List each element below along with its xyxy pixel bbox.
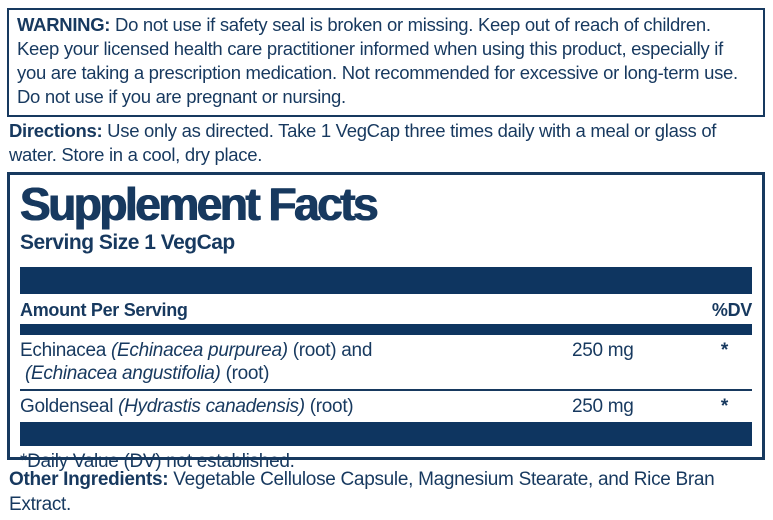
warning-box xyxy=(7,8,765,117)
supplement-facts-panel xyxy=(7,172,765,472)
ingredient-dv: * xyxy=(720,396,728,417)
name-segment: Echinacea xyxy=(20,340,112,361)
directions-text: Use only as directed. Take 1 VegCap three times daily with a meal or glass of water. Store in a cool, dry place. xyxy=(9,120,717,165)
other-ingredients-label: Other Ingredients: xyxy=(9,469,169,490)
ingredient-name-line2 xyxy=(20,362,572,385)
warning-text: Do not use if safety seal is broken or missing. Keep out of reach of children. Keep your licensed health care practitioner informed when using this product, especially if you are taking a prescription medication. Not recommended for excessive or long-term use. Do not use if you are pregnant or nursing. xyxy=(17,14,738,107)
percent-dv-label: %DV xyxy=(711,300,752,320)
ingredient-name-line1 xyxy=(20,395,572,418)
ingredient-amount: 250 mg xyxy=(572,340,634,361)
ingredient-dv: * xyxy=(720,340,728,361)
ingredient-name xyxy=(20,339,572,385)
ingredient-row-goldenseal xyxy=(20,391,752,422)
separator-bar-top xyxy=(20,267,752,294)
amount-per-serving-label: Amount Per Serving xyxy=(20,300,188,320)
serving-size: Serving Size 1 VegCap xyxy=(20,231,235,254)
ingredient-amount: 250 mg xyxy=(572,396,634,417)
ingredient-name-line1 xyxy=(20,339,572,362)
directions-paragraph xyxy=(9,119,765,167)
directions-label: Directions: xyxy=(9,120,103,141)
supplement-facts-title: Supplement Facts xyxy=(20,178,377,230)
other-ingredients-paragraph xyxy=(9,467,765,517)
name-segment: (root) xyxy=(220,363,270,384)
ingredient-name xyxy=(20,395,572,418)
dv-footnote: *Daily Value (DV) not established. xyxy=(20,451,295,472)
separator-bar-header xyxy=(20,324,752,335)
separator-bar-bottom xyxy=(20,422,752,446)
latin-name-segment: (Echinacea purpurea) xyxy=(111,340,288,361)
facts-header-row xyxy=(20,294,752,324)
name-segment: (root) and xyxy=(287,340,373,361)
name-segment: (root) xyxy=(304,396,354,417)
latin-name-segment: (Hydrastis canadensis) xyxy=(118,396,305,417)
ingredient-row-echinacea xyxy=(20,335,752,389)
name-segment: Goldenseal xyxy=(20,396,119,417)
warning-label: WARNING: xyxy=(17,14,111,35)
latin-name-segment: (Echinacea angustifolia) xyxy=(25,363,221,384)
other-ingredients-text: Vegetable Cellulose Capsule, Magnesium Stearate, and Rice Bran Extract. xyxy=(9,469,715,515)
